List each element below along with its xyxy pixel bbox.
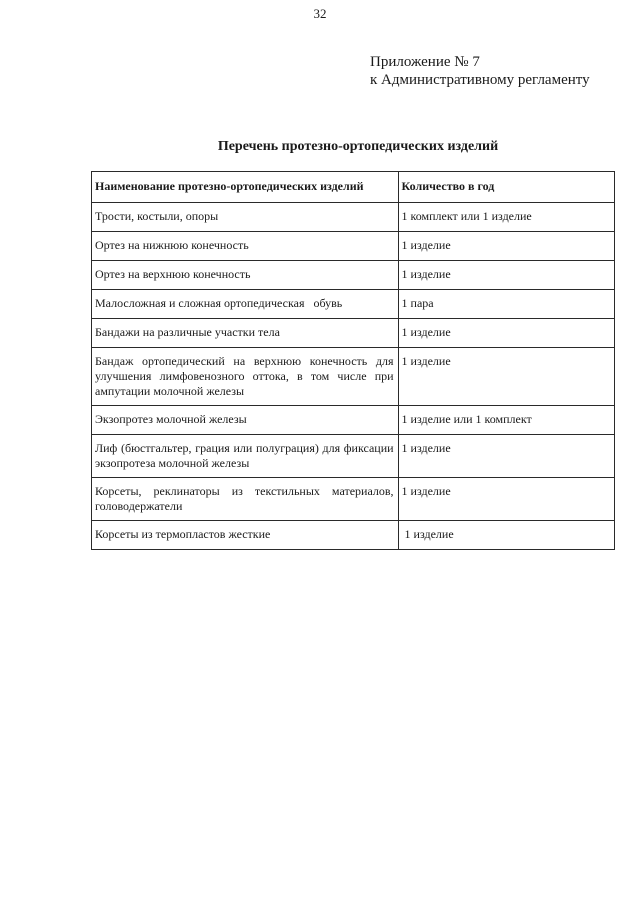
row-quantity: 1 изделие — [398, 435, 614, 478]
row-name: Бандаж ортопедический на верхнюю конечность для улучшения лимфовенозного оттока, в том числе при ампутации молочной железы — [92, 348, 399, 406]
table-row — [92, 290, 615, 319]
items-table — [91, 171, 615, 550]
row-quantity: 1 изделие — [398, 232, 614, 261]
row-quantity: 1 изделие или 1 комплект — [398, 406, 614, 435]
document-title: Перечень протезно-ортопедических изделий — [217, 139, 499, 154]
row-quantity: 1 изделие — [398, 261, 614, 290]
appendix-header — [370, 53, 590, 89]
row-name: Корсеты из термопластов жесткие — [92, 521, 399, 550]
table-row — [92, 406, 615, 435]
table-row — [92, 435, 615, 478]
table-row — [92, 348, 615, 406]
row-name: Малосложная и сложная ортопедическая обувь — [92, 290, 399, 319]
page-number: 32 — [313, 6, 327, 21]
row-quantity: 1 комплект или 1 изделие — [398, 203, 614, 232]
table-row — [92, 478, 615, 521]
row-quantity: 1 пара — [398, 290, 614, 319]
table-row — [92, 521, 615, 550]
table-header-row — [92, 172, 615, 203]
header-quantity: Количество в год — [398, 172, 614, 203]
row-name: Экзопротез молочной железы — [92, 406, 399, 435]
row-name: Ортез на нижнюю конечность — [92, 232, 399, 261]
row-quantity: 1 изделие — [398, 319, 614, 348]
table-row — [92, 319, 615, 348]
appendix-line-1: Приложение № 7 — [370, 54, 480, 70]
table-row — [92, 232, 615, 261]
row-name: Бандажи на различные участки тела — [92, 319, 399, 348]
table-row — [92, 261, 615, 290]
row-name: Лиф (бюстгальтер, грация или полуграция) для фиксации экзопротеза молочной железы — [92, 435, 399, 478]
row-name: Трости, костыли, опоры — [92, 203, 399, 232]
row-name: Ортез на верхнюю конечность — [92, 261, 399, 290]
header-name: Наименование протезно-ортопедических изделий — [92, 172, 399, 203]
row-quantity: 1 изделие — [398, 521, 614, 550]
table-row — [92, 203, 615, 232]
row-name: Корсеты, реклинаторы из текстильных материалов, головодержатели — [92, 478, 399, 521]
appendix-line-2: к Административному регламенту — [370, 72, 590, 88]
row-quantity: 1 изделие — [398, 478, 614, 521]
row-quantity: 1 изделие — [398, 348, 614, 406]
